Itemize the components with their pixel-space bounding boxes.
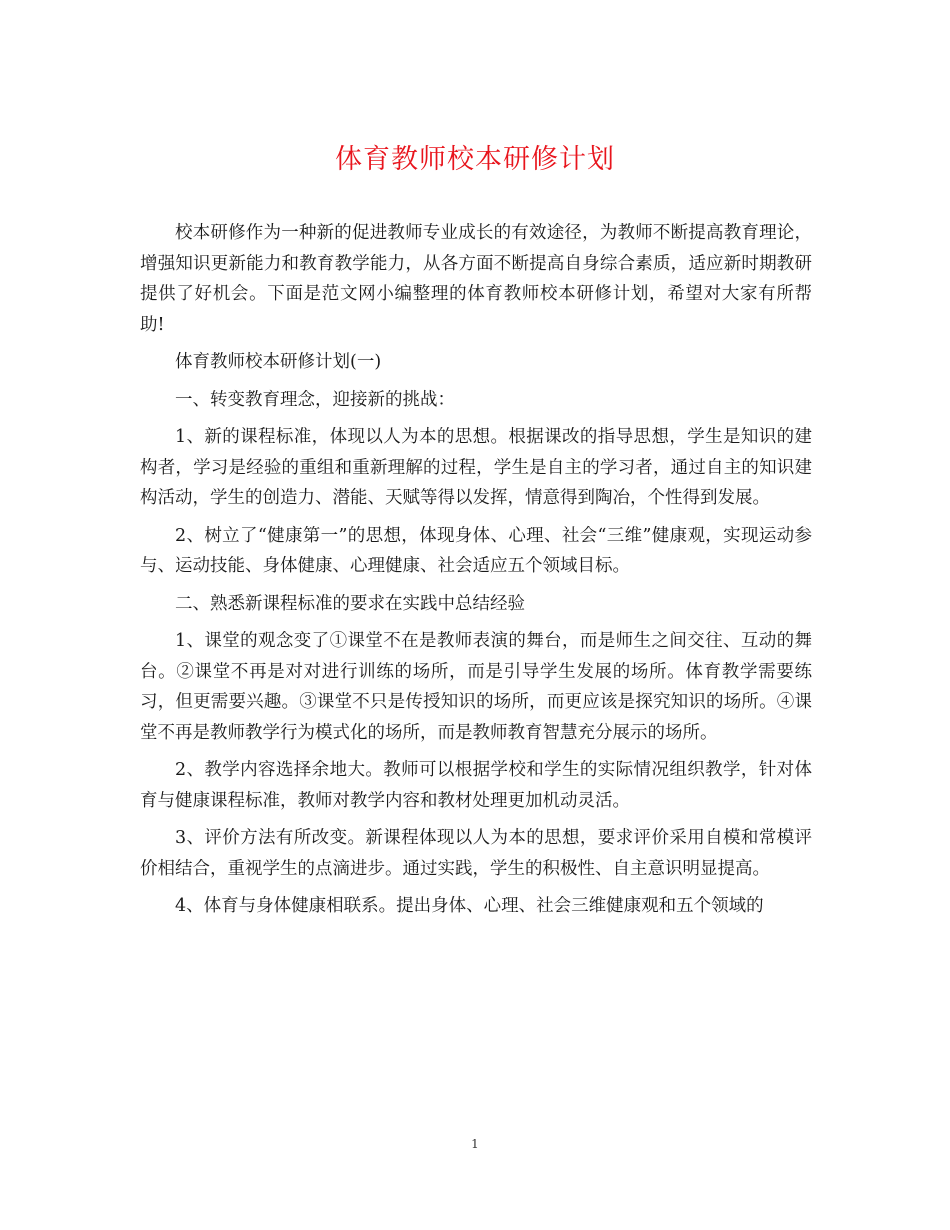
- paragraph-item-2: 2、树立了“健康第一”的思想，体现身体、心理、社会“三维”健康观，实现运动参与、运动技能、身体健康、心理健康、社会适应五个领域目标。: [140, 525, 812, 576]
- section-heading-one: 一、转变教育理念，迎接新的挑战：: [175, 389, 455, 410]
- page-number: 1: [471, 1137, 479, 1151]
- paragraph-item-2-1: 1、课堂的观念变了①课堂不在是教师表演的舞台，而是师生之间交往、互动的舞台。②课堂不再是对对进行训练的场所，而是引导学生发展的场所。体育教学需要练习，但更需要兴趣。③课堂不只是传授知识的场所，而更应该是探究知识的场所。④课堂不再是教师教学行为模式化的场所，而是教师教育智慧充分展示的场所。: [140, 631, 812, 743]
- intro-paragraph: 校本研修作为一种新的促进教师专业成长的有效途径，为教师不断提高教育理论，增强知识更新能力和教育教学能力，从各方面不断提高自身综合素质，适应新时期教研提供了好机会。下面是范文网小编整理的体育教师校本研修计划，希望对大家有所帮助!: [140, 223, 812, 335]
- document-title: 体育教师校本研修计划: [335, 144, 615, 175]
- document-body: [140, 218, 812, 929]
- paragraph-item-1: 1、新的课程标准，体现以人为本的思想。根据课改的指导思想，学生是知识的建构者，学习是经验的重组和重新理解的过程，学生是自主的学习者，通过自主的知识建构活动，学生的创造力、潜能、天赋等得以发挥，情意得到陶冶，个性得到发展。: [140, 427, 812, 508]
- section-heading-two: 二、熟悉新课程标准的要求在实践中总结经验: [175, 593, 525, 614]
- paragraph-item-2-3: 3、评价方法有所改变。新课程体现以人为本的思想，要求评价采用自模和常模评价相结合，重视学生的点滴进步。通过实践，学生的积极性、自主意识明显提高。: [140, 828, 812, 879]
- paragraph-item-2-2: 2、教学内容选择余地大。教师可以根据学校和学生的实际情况组织教学，针对体育与健康课程标准，教师对教学内容和教材处理更加机动灵活。: [140, 760, 812, 811]
- paragraph-item-2-4: 4、体育与身体健康相联系。提出身体、心理、社会三维健康观和五个领域的: [175, 896, 764, 916]
- section-heading-plan-one: 体育教师校本研修计划(一): [175, 352, 382, 372]
